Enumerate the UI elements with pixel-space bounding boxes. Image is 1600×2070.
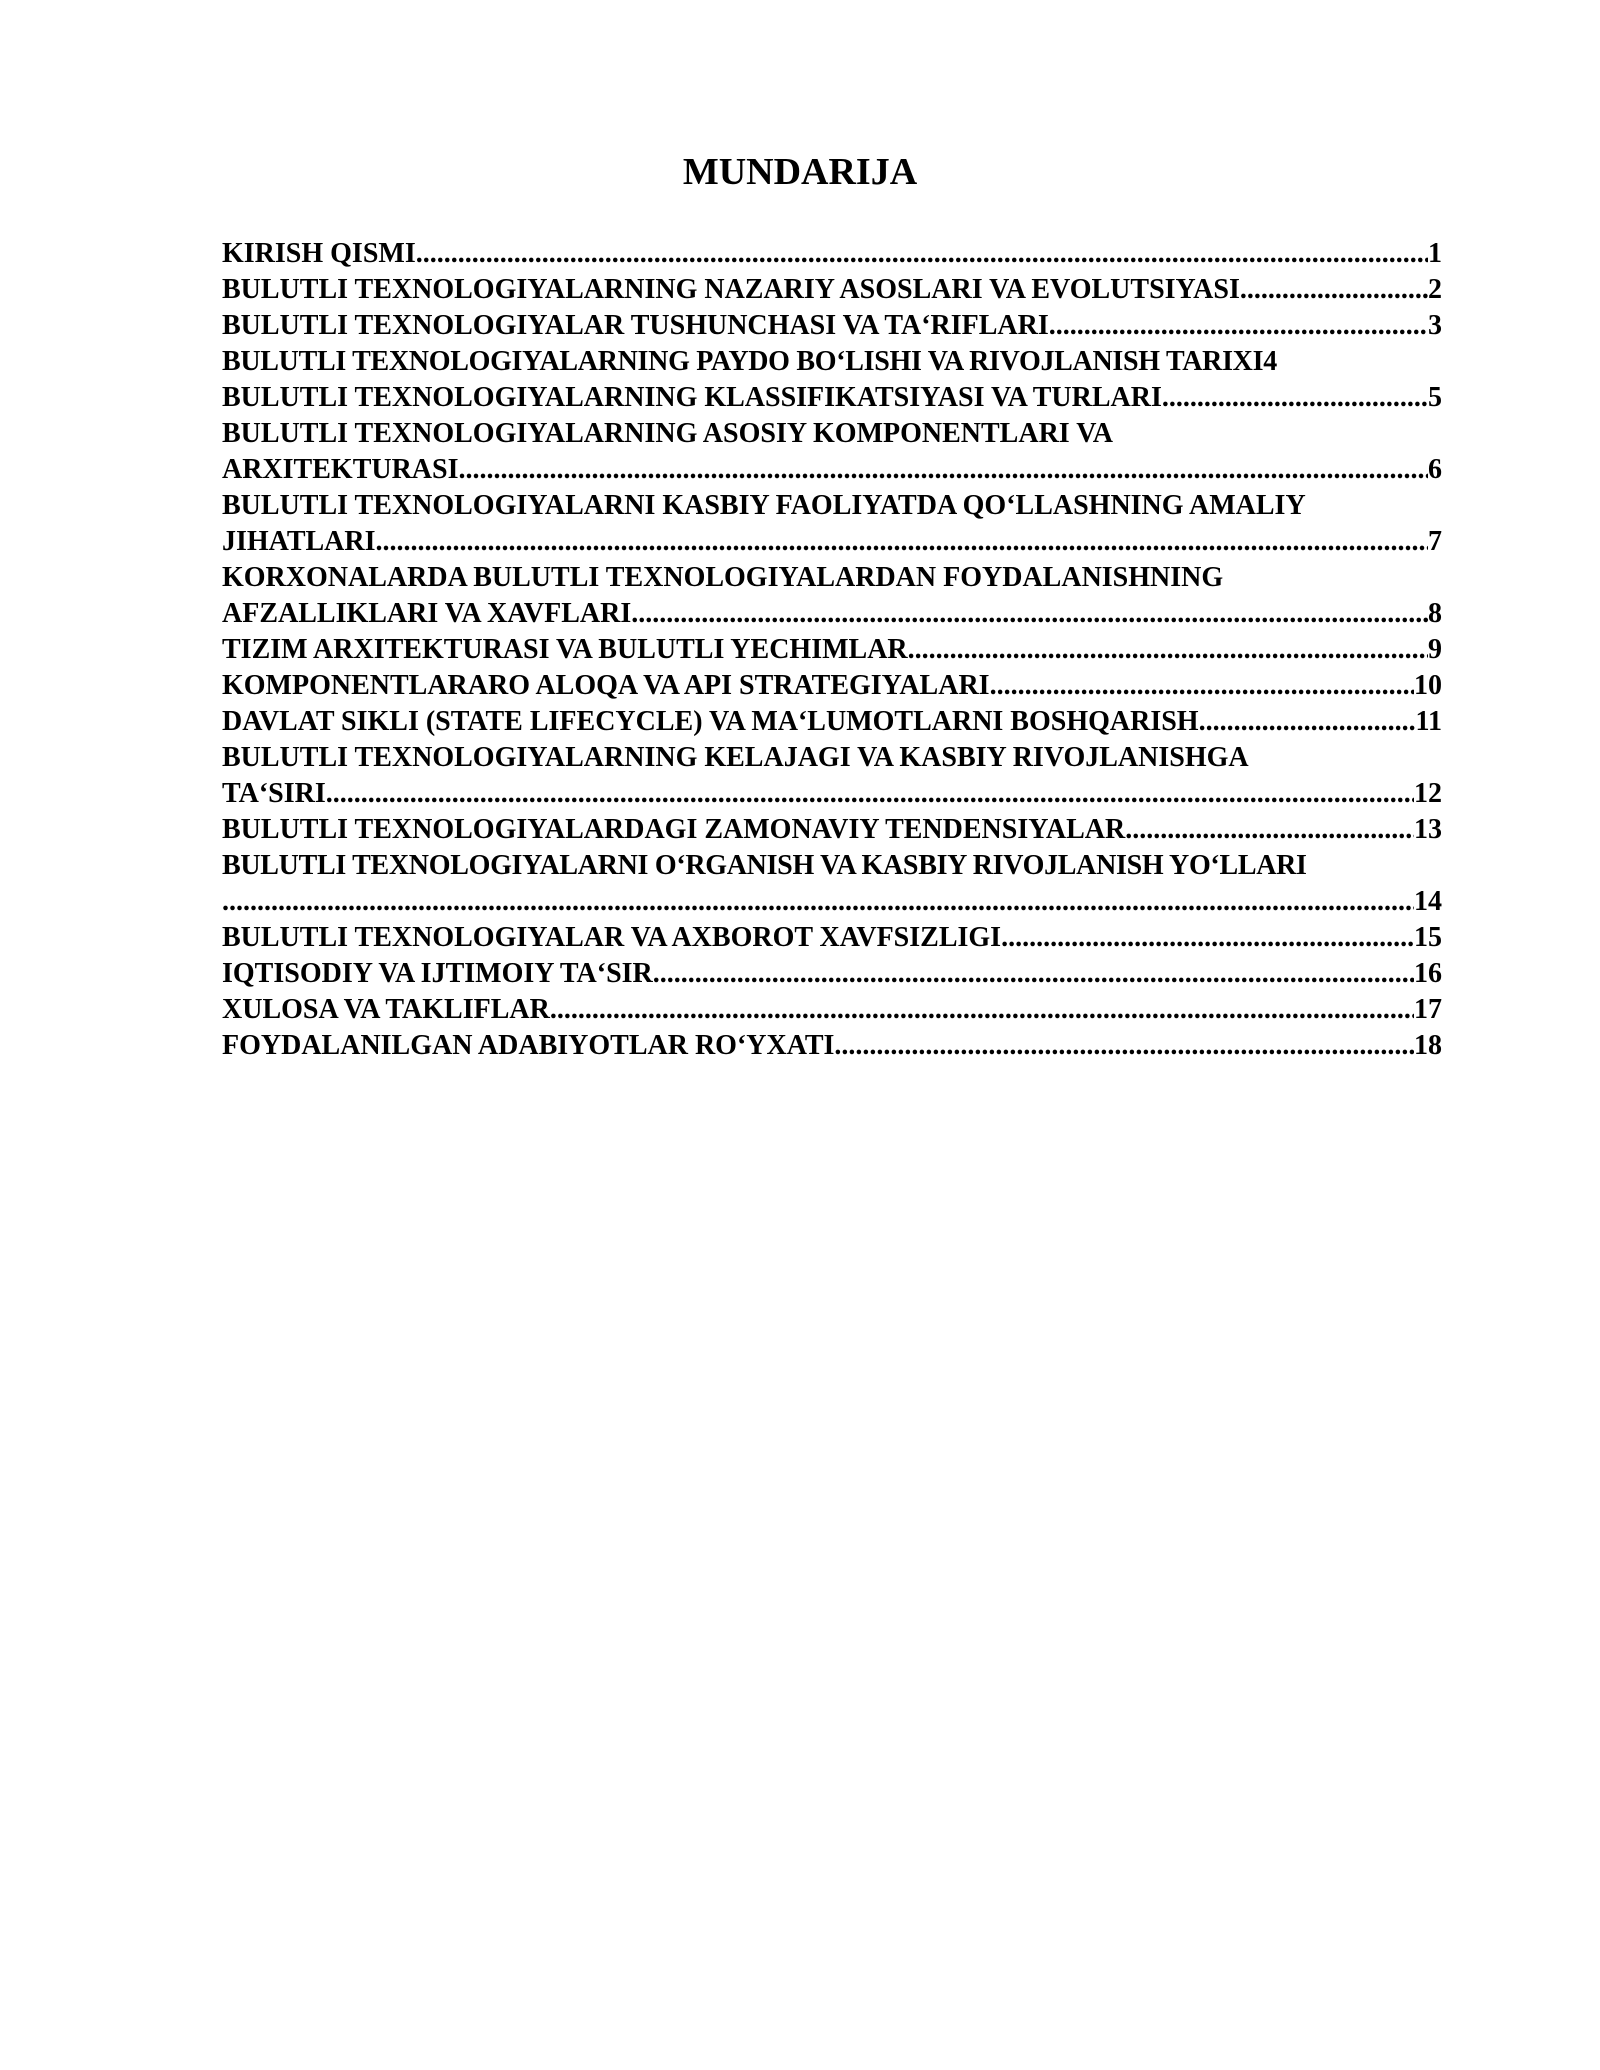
toc-page-number: 12 (1414, 778, 1442, 809)
toc-entry-18[interactable] (222, 1028, 1442, 1064)
toc-leader-dots (459, 452, 1429, 488)
toc-entry-text: BULUTLI TEXNOLOGIYALAR TUSHUNCHASI VA TA‘RIFLARI (222, 310, 1049, 341)
toc-page-number: 11 (1415, 706, 1442, 737)
toc-entry-6-line1[interactable] (222, 416, 1442, 452)
toc-page-number: 1 (1428, 238, 1442, 269)
page-title: MUNDARIJA (682, 151, 918, 193)
toc-leader-dots (834, 1028, 1414, 1064)
toc-leader-dots (1199, 704, 1416, 740)
toc-page-number: 10 (1414, 670, 1442, 701)
toc-page-number: 16 (1414, 958, 1442, 989)
toc-entry-text: KOMPONENTLARARO ALOQA VA API STRATEGIYALARI (222, 670, 990, 701)
toc-page-number: 4 (1263, 346, 1278, 377)
toc-entry-text: DAVLAT SIKLI (STATE LIFECYCLE) VA MA‘LUMOTLARNI BOSHQARISH (222, 706, 1199, 737)
toc-entry-5[interactable] (222, 380, 1442, 416)
toc-entry-14-line1[interactable] (222, 848, 1442, 884)
toc-entry-16[interactable] (222, 956, 1442, 992)
toc-leader-dots (653, 956, 1414, 992)
toc-page-number: 2 (1428, 274, 1442, 305)
toc-entry-text: BULUTLI TEXNOLOGIYALARNI O‘RGANISH VA KASBIY RIVOJLANISH YO‘LLARI (222, 850, 1307, 881)
toc-entry-7-line2[interactable] (222, 524, 1442, 560)
toc-entry-12-line2[interactable] (222, 776, 1442, 812)
toc-entry-text: ARXITEKTURASI (222, 454, 459, 485)
toc-entry-text: FOYDALANILGAN ADABIYOTLAR RO‘YXATI (222, 1030, 835, 1061)
toc-entry-10[interactable] (222, 668, 1442, 704)
toc-leader-dots (1049, 308, 1428, 344)
toc-entry-text: IQTISODIY VA IJTIMOIY TA‘SIR (222, 958, 653, 989)
toc-entry-text: KIRISH QISMI (222, 238, 416, 269)
toc-entry-11[interactable] (222, 704, 1442, 740)
toc-entry-7-line1[interactable] (222, 488, 1442, 524)
table-of-contents (222, 236, 1442, 1064)
toc-leader-dots (1125, 812, 1414, 848)
toc-entry-13[interactable] (222, 812, 1442, 848)
toc-page-number: 15 (1414, 922, 1442, 953)
toc-leader-dots (416, 236, 1428, 272)
toc-entry-text: BULUTLI TEXNOLOGIYALARNING PAYDO BO‘LISHI VA RIVOJLANISH TARIXI (222, 346, 1264, 377)
toc-entry-15[interactable] (222, 920, 1442, 956)
toc-entry-text: BULUTLI TEXNOLOGIYALARNING KELAJAGI VA KASBIY RIVOJLANISHGA (222, 742, 1249, 773)
toc-leader-dots (631, 596, 1428, 632)
toc-leader-dots (326, 776, 1414, 812)
toc-entry-3[interactable] (222, 308, 1442, 344)
toc-page-number: 9 (1428, 634, 1442, 665)
toc-page-number: 13 (1414, 814, 1442, 845)
toc-entry-12-line1[interactable] (222, 740, 1442, 776)
toc-leader-dots (1162, 380, 1428, 416)
toc-entry-2[interactable] (222, 272, 1442, 308)
toc-entry-text: JIHATLARI (222, 526, 376, 557)
toc-page-number: 7 (1428, 526, 1442, 557)
toc-entry-text: XULOSA VA TAKLIFLAR (222, 994, 550, 1025)
toc-entry-1[interactable] (222, 236, 1442, 272)
toc-leader-dots (376, 524, 1428, 560)
toc-leader-dots (908, 632, 1428, 668)
toc-leader-dots (222, 884, 1414, 920)
toc-entry-17[interactable] (222, 992, 1442, 1028)
toc-leader-dots (1001, 920, 1414, 956)
toc-entry-text: TA‘SIRI (222, 778, 326, 809)
toc-entry-text: BULUTLI TEXNOLOGIYALARNI KASBIY FAOLIYATDA QO‘LLASHNING AMALIY (222, 490, 1306, 521)
toc-entry-8-line2[interactable] (222, 596, 1442, 632)
toc-entry-9[interactable] (222, 632, 1442, 668)
toc-page-number: 14 (1414, 886, 1442, 917)
toc-page-number: 17 (1414, 994, 1442, 1025)
toc-entry-text: BULUTLI TEXNOLOGIYALARNING NAZARIY ASOSLARI VA EVOLUTSIYASI (222, 274, 1240, 305)
toc-page-number: 5 (1428, 382, 1442, 413)
toc-page-number: 18 (1414, 1030, 1442, 1061)
toc-entry-6-line2[interactable] (222, 452, 1442, 488)
toc-entry-14-line2[interactable] (222, 884, 1442, 920)
toc-entry-text: BULUTLI TEXNOLOGIYALAR VA AXBOROT XAVFSIZLIGI (222, 922, 1002, 953)
toc-entry-text: BULUTLI TEXNOLOGIYALARNING KLASSIFIKATSIYASI VA TURLARI (222, 382, 1162, 413)
toc-entry-8-line1[interactable] (222, 560, 1442, 596)
toc-entry-text: TIZIM ARXITEKTURASI VA BULUTLI YECHIMLAR (222, 634, 908, 665)
toc-entry-text: AFZALLIKLARI VA XAVFLARI (222, 598, 632, 629)
toc-leader-dots (1240, 272, 1428, 308)
toc-entry-text: BULUTLI TEXNOLOGIYALARDAGI ZAMONAVIY TENDENSIYALAR (222, 814, 1126, 845)
toc-entry-4[interactable] (222, 344, 1442, 380)
toc-entry-text: KORXONALARDA BULUTLI TEXNOLOGIYALARDAN FOYDALANISHNING (222, 562, 1224, 593)
toc-page-number: 3 (1428, 310, 1442, 341)
toc-leader-dots (550, 992, 1414, 1028)
toc-leader-dots (990, 668, 1414, 704)
toc-page-number: 6 (1428, 454, 1442, 485)
toc-entry-text: BULUTLI TEXNOLOGIYALARNING ASOSIY KOMPONENTLARI VA (222, 418, 1114, 449)
toc-page-number: 8 (1428, 598, 1442, 629)
